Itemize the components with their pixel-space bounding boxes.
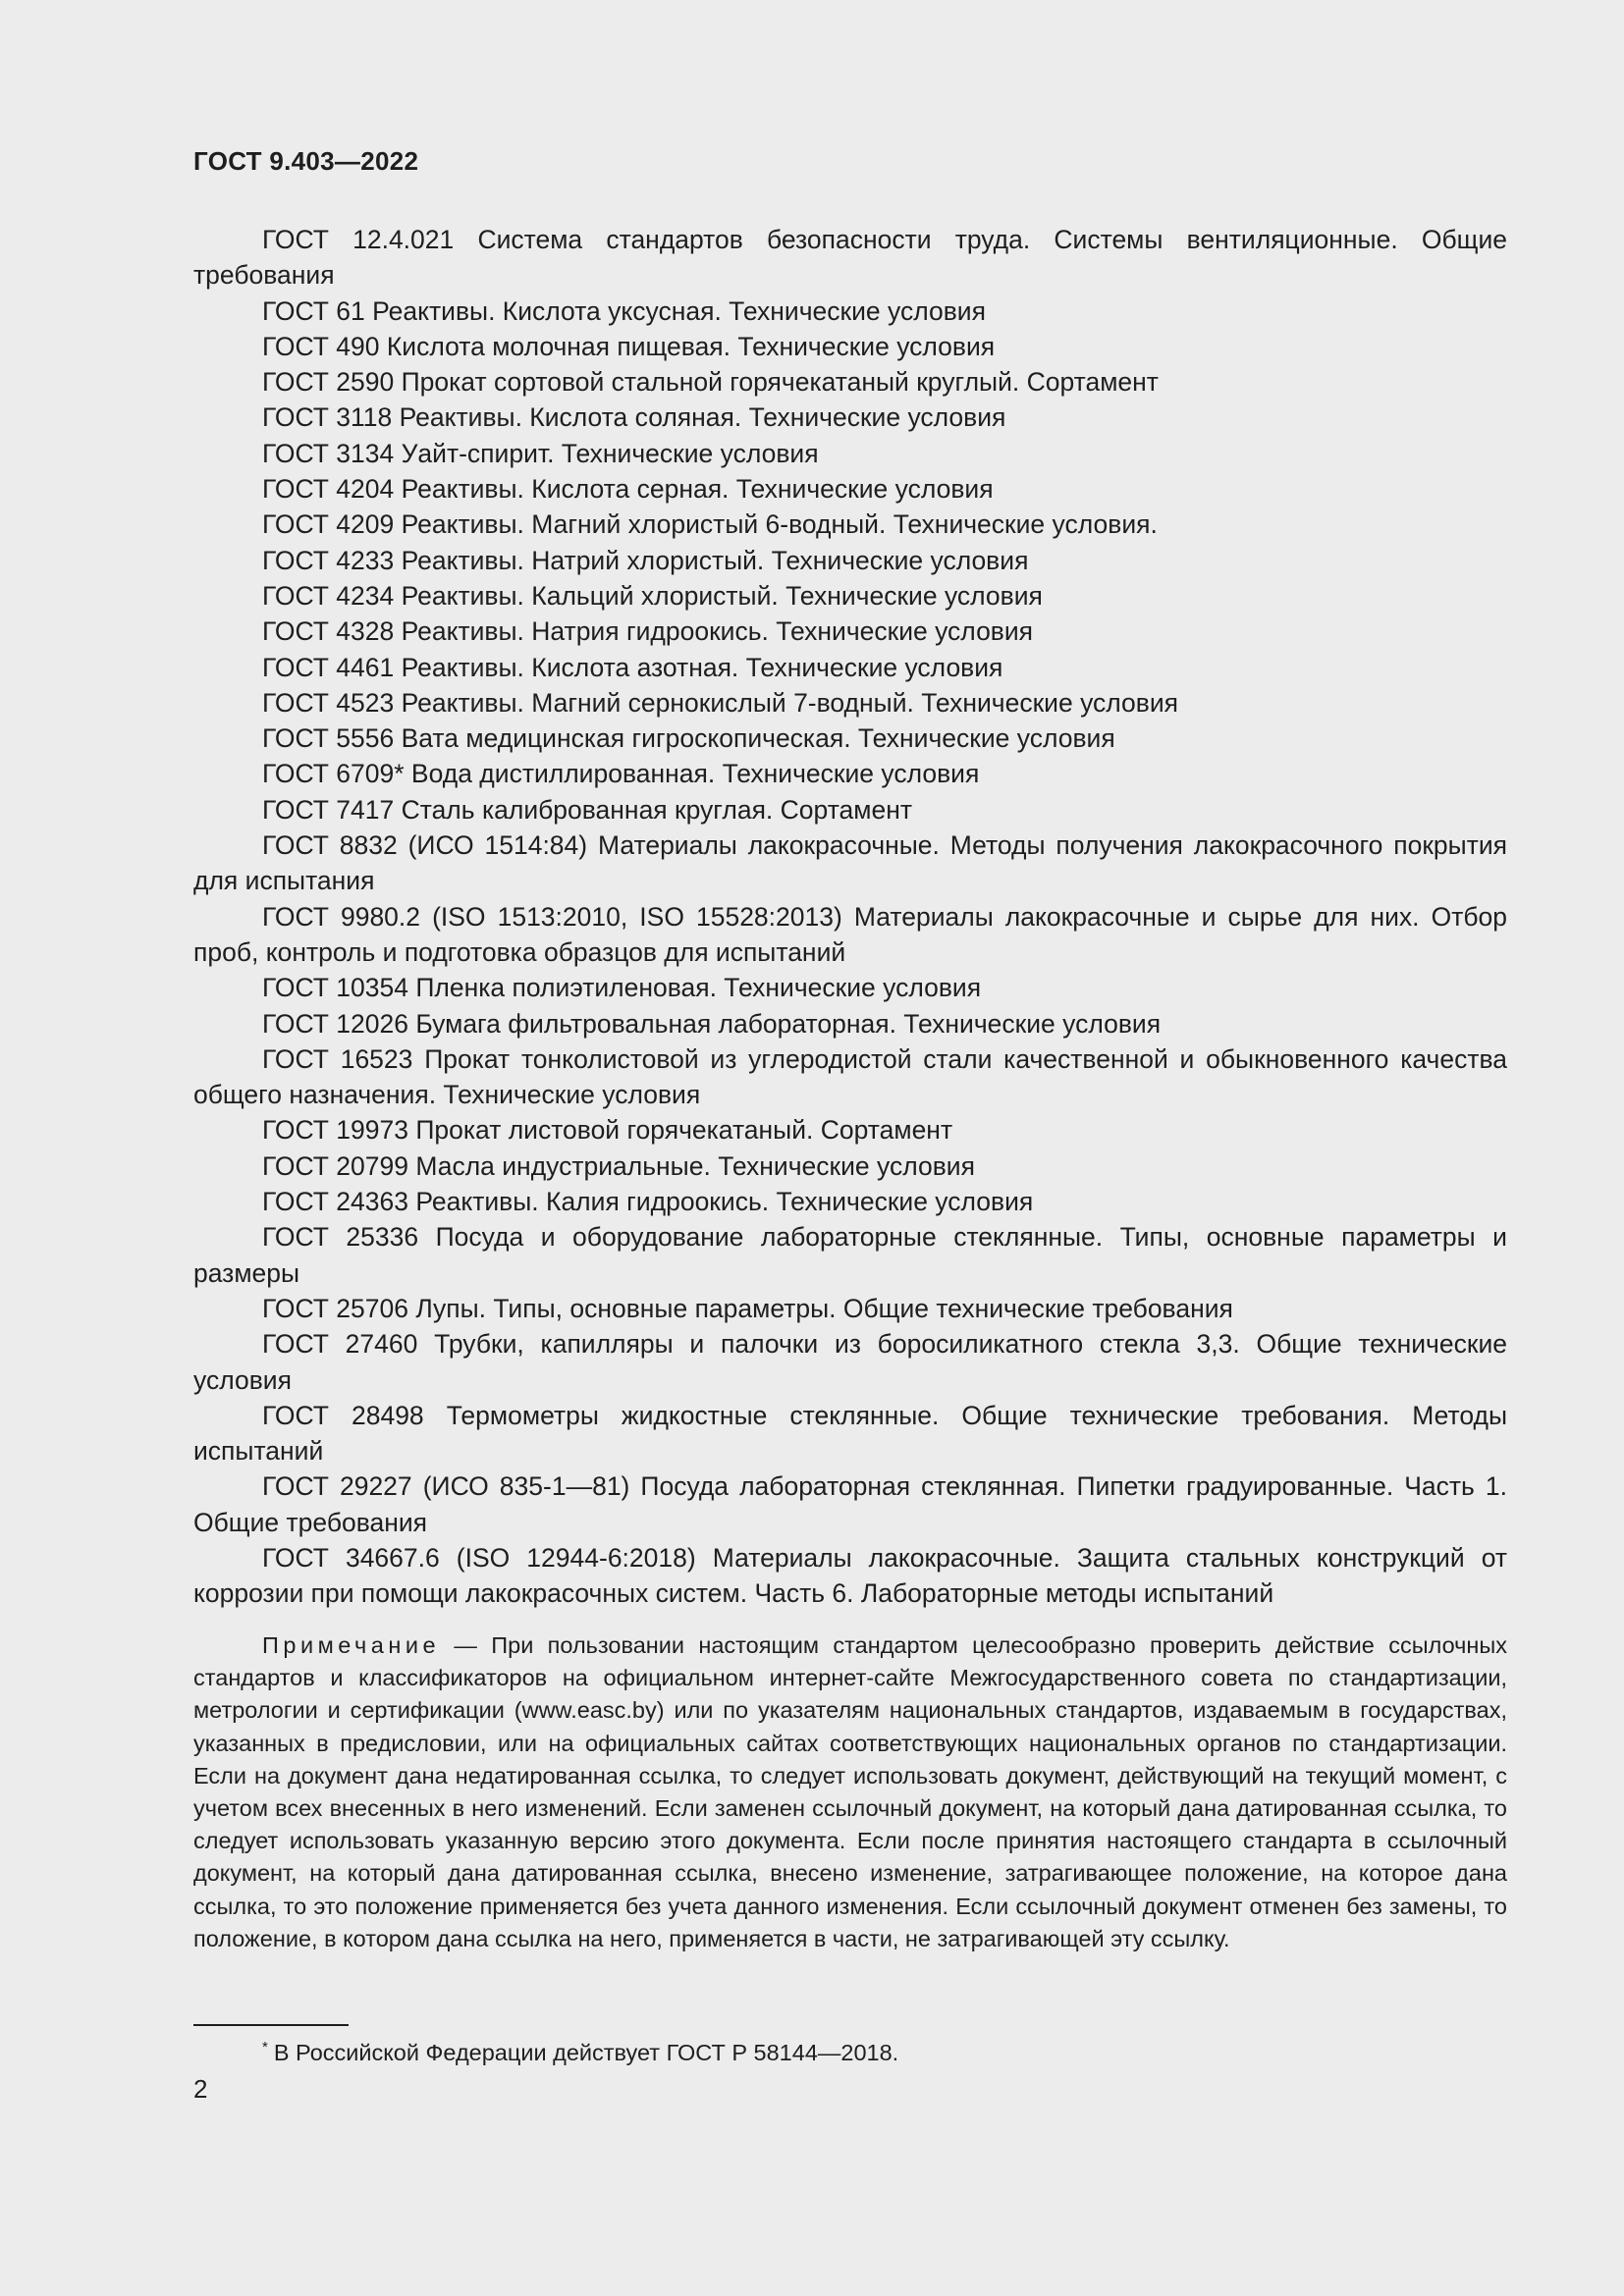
footnote — [262, 2032, 898, 2068]
reference-item: ГОСТ 4523 Реактивы. Магний сернокислый 7-водный. Технические условия — [262, 687, 1178, 718]
reference-item: ГОСТ 61 Реактивы. Кислота уксусная. Технические условия — [262, 295, 986, 326]
reference-item: ГОСТ 4328 Реактивы. Натрия гидроокись. Технические условия — [262, 616, 1034, 647]
reference-item: ГОСТ 28498 Термометры жидкостные стеклянные. Общие технические требования. Методы испытаний — [193, 1400, 1507, 1467]
reference-item: ГОСТ 12.4.021 Система стандартов безопасности труда. Системы вентиляционные. Общие требования — [193, 225, 1507, 291]
footnote-text: В Российской Федерации действует ГОСТ Р 58144—2018. — [273, 2040, 899, 2065]
reference-item: ГОСТ 4204 Реактивы. Кислота серная. Технические условия — [262, 474, 994, 505]
reference-item: ГОСТ 9980.2 (ISO 1513:2010, ISO 15528:2013) Материалы лакокрасочные и сырье для них. Отбор проб, контроль и подготовка образцов для испытаний — [193, 901, 1507, 967]
footnote-marker: * — [262, 2039, 268, 2056]
reference-item: ГОСТ 4209 Реактивы. Магний хлористый 6-водный. Технические условия. — [262, 509, 1158, 540]
reference-item: ГОСТ 20799 Масла индустриальные. Технические условия — [262, 1150, 975, 1181]
reference-item: ГОСТ 3134 Уайт-спирит. Технические условия — [262, 438, 819, 468]
reference-item: ГОСТ 25336 Посуда и оборудование лабораторные стеклянные. Типы, основные параметры и размеры — [193, 1222, 1507, 1288]
reference-item: ГОСТ 16523 Прокат тонколистовой из углеродистой стали качественной и обыкновенного качества общего назначения. Технические условия — [193, 1043, 1507, 1110]
reference-item: ГОСТ 4233 Реактивы. Натрий хлористый. Технические условия — [262, 545, 1029, 575]
reference-item: ГОСТ 3118 Реактивы. Кислота соляная. Технические условия — [262, 402, 1006, 433]
reference-item: ГОСТ 8832 (ИСО 1514:84) Материалы лакокрасочные. Методы получения лакокрасочного покрытия для испытания — [193, 830, 1507, 896]
reference-item: ГОСТ 7417 Сталь калиброванная круглая. Сортамент — [262, 794, 912, 825]
reference-item: ГОСТ 29227 (ИСО 835-1—81) Посуда лабораторная стеклянная. Пипетки градуированные. Часть 1. Общие требования — [193, 1471, 1507, 1537]
page-number: 2 — [193, 2074, 208, 2104]
document-header: ГОСТ 9.403—2022 — [193, 146, 419, 176]
note-paragraph — [193, 1629, 1507, 1955]
reference-item: ГОСТ 4234 Реактивы. Кальций хлористый. Технические условия — [262, 580, 1043, 611]
reference-item: ГОСТ 34667.6 (ISO 12944-6:2018) Материалы лакокрасочные. Защита стальных конструкций от коррозии при помощи лакокрасочных систем. Часть 6. Лабораторные методы испытаний — [193, 1542, 1507, 1609]
reference-item: ГОСТ 2590 Прокат сортовой стальной горячекатаный круглый. Сортамент — [262, 367, 1159, 398]
reference-item: ГОСТ 6709* Вода дистиллированная. Технические условия — [262, 759, 980, 789]
reference-item: ГОСТ 19973 Прокат листовой горячекатаный. Сортамент — [262, 1115, 953, 1146]
reference-item: ГОСТ 24363 Реактивы. Калия гидроокись. Технические условия — [262, 1187, 1034, 1217]
reference-item: ГОСТ 10354 Пленка полиэтиленовая. Технические условия — [262, 973, 982, 1003]
note-text: — При пользовании настоящим стандартом целесообразно проверить действие ссылочных стандартов и классификаторов на официальном интернет-сайте Межгосударственного совета по стандартизации, метрологии и сертификации (www.easc.by) или по указателям национальных стандартов, издаваемым в государствах, указанных в предисловии, или на официальных сайтах соответствующих национальных органов по стандартизации. Если на документ дана недатированная ссылка, то следует использовать документ, действующий на текущий момент, с учетом всех внесенных в него изменений. Если заменен ссылочный документ, на который дана датированная ссылка, то следует использовать указанную версию этого документа. Если после принятия настоящего стандарта в ссылочный документ, на который дана датированная ссылка, внесено изменение, затрагивающее положение, на которое дана ссылка, то это положение применяется без учета данного изменения. Если ссылочный документ отменен без замены, то положение, в котором дана ссылка на него, применяется в части, не затрагивающей эту ссылку. — [193, 1632, 1507, 1951]
normative-references-list — [193, 222, 1507, 1612]
reference-item: ГОСТ 25706 Лупы. Типы, основные параметры. Общие технические требования — [262, 1293, 1233, 1323]
footnote-divider — [193, 2024, 349, 2026]
reference-item: ГОСТ 5556 Вата медицинская гигроскопическая. Технические условия — [262, 723, 1115, 754]
note-label: Примечание — [262, 1632, 441, 1658]
reference-item: ГОСТ 12026 Бумага фильтровальная лабораторная. Технические условия — [262, 1008, 1162, 1039]
reference-item: ГОСТ 4461 Реактивы. Кислота азотная. Технические условия — [262, 652, 1003, 682]
reference-item: ГОСТ 490 Кислота молочная пищевая. Технические условия — [262, 331, 996, 361]
reference-item: ГОСТ 27460 Трубки, капилляры и палочки из боросиликатного стекла 3,3. Общие технические условия — [193, 1329, 1507, 1395]
